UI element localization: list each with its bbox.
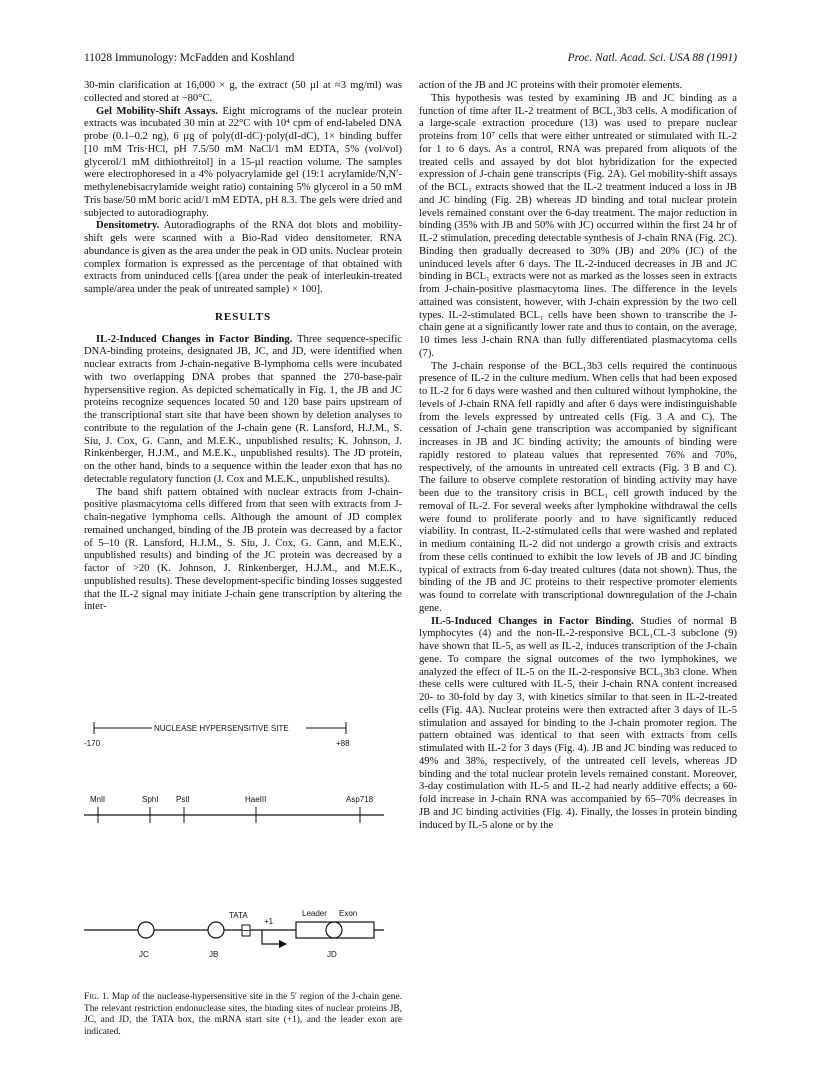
caption-text: Map of the nuclease-hypersensitive site in the 5′ region of the J-chain gene. The relevant restriction endonuclease sites, the binding sites of nuclear proteins JB, JC, and JD, the TATA box, the mRNA start site (+1), and the leader exon are indicated. <box>84 992 402 1037</box>
jd-binding-site <box>326 922 342 938</box>
tata-label: TATA <box>229 911 248 920</box>
right-column <box>419 80 737 832</box>
protein-label-jb: JB <box>209 950 219 959</box>
site-psti: PstI <box>176 795 190 804</box>
text-gel-mobility: Eight micrograms of the nuclear protein extracts was incubated 30 min at 22°C with 10⁴ cpm of end-labeled DNA probe (0.1–0.2 ng), 6 µg of poly(dI-dC)·poly(dI-dC), 1× binding buffer [10 mM Tris·HCl, pH 7.5/50 mM NaCl/1 mM EDTA, 5% (vol/vol) glycerol/1 mM dithiothreitol] in a 15-µl reaction volume. The samples were electrophoresed in a 4% polyacrylamide gel (19:1 acrylamide/N,N′-methylenebisacrylamide weight ratio) containing 5% glycerol in a 50 mM Tris base/50 mM boric acid/1 mM EDTA, pH 8.3. The gels were dried and subjected to autoradiography. <box>84 105 403 219</box>
nuclease-map-diagram <box>84 702 402 987</box>
hs-left-coordinate: -170 <box>84 739 101 748</box>
hs-right-coordinate: +88 <box>336 739 350 748</box>
paragraph-densitometry <box>84 220 402 297</box>
leader-label: Leader <box>302 909 327 918</box>
exon-label: Exon <box>339 909 358 918</box>
paragraph-band-shift: The band shift pattern obtained with nuclear extracts from J-chain-positive plasmacytoma cells differed from that seen with extracts from J-chain-negative lymphoma cells. Although the amount of JD complex remained unchanged, binding of the JB protein was decreased by a factor of 5–10 (R. Lansford, H.J.M., S. Siu, J. Cox, G. Cann, and M.E.K., unpublished results) and binding of the JC protein was decreased by a factor of >20 (K. Johnson, J. Rinkenberger, H.J.M., and M.E.K., unpublished results). These development-specific binding losses suggested that the IL-2 signal may initiate J-chain gene transcription by altering the inter- <box>84 486 402 613</box>
paragraph-gel-mobility <box>84 106 402 221</box>
figure-caption <box>84 992 402 1038</box>
figure-1 <box>84 702 402 1042</box>
heading-densitometry: Densitometry. <box>96 220 160 232</box>
paragraph-hypothesis: This hypothesis was tested by examining JB and JC binding as a function of time after IL-2 treatment of BCL₁3b3 cells. A modification of a large-scale extraction procedure (13) was used to prepare nuclear proteins from 10⁷ cells that were either untreated or stimulated with IL-2 for 1 to 6 days. As a control, RNA was prepared from aliquots of the treated cells and assayed by dot blot hybridization for the expected expression of J-chain gene transcripts (Fig. 2A). Gel mobility-shift assays of the BCL₁ extracts showed that the IL-2 treatment induced a loss in JB and JC binding (Fig. 2B) whereas JD binding and total nuclear protein levels remained constant over the 6-day treatment. The major reduction in binding (35% with JB and 50% with JC) occurred within the first 24 hr of IL-2 stimulation, preceding detectable synthesis of J-chain RNA (Fig. 2C). Binding then gradually decreased to 30% (JB) and 20% (JC) of the uninduced levels after 6 days. The IL-2-induced decreases in JB and JC binding in BCL₁ extracts were not as marked as the losses seen in extracts from J-chain-positive plasmacytoma lines. The difference in the levels attained was consistent, however, with J-chain expression by the two cell types. IL-2-stimulated BCL₁ cells have been shown to transcribe the J-chain gene at a significantly lower rate and thus to contain, on the average, 10 times less J-chain RNA than fully differentiated plasmacytoma cells (7). <box>419 92 737 359</box>
start-site-label: +1 <box>264 917 274 926</box>
caption-label: Fig. 1. <box>84 992 109 1002</box>
section-title-results: RESULTS <box>214 310 272 323</box>
text-il5-binding: Studies of normal B lymphocytes (4) and the non-IL-2-responsive BCL₁CL-3 subclone (9) have shown that IL-5, as well as IL-2, induces transcription of the J-chain gene. To compare the signal outcomes of the two lymphokines, we analyzed the effect of IL-5 on the IL-2-responsive BCL₁3b3 clone. When these cells were cultured with IL-5, their J-chain RNA content increased 20- to 30-fold by day 3, with kinetics similar to that seen in IL-2-treated cells (Fig. 4A). Nuclear proteins were then extracted after 3 days of IL-5 stimulation and assayed for binding to the J-chain promoter region. The pattern obtained was identical to that seen with extracts from cells stimulated with IL-2 for 3 days (Fig. 4). JB and JC binding was reduced to 49% and 38%, respectively, of the untreated cell levels, whereas JD binding and the total nuclear protein levels remained constant. Moreover, 3-day costimulation with IL-5 and IL-2 had nearly additive effects; a 60-fold increase in J-chain RNA was accompanied by 65–70% decreases in JB and JC binding activities (Fig. 4). Finally, the losses in protein binding induced by IL-5 alone or by the <box>419 615 737 831</box>
header-left: 11028 Immunology: McFadden and Koshland <box>84 52 295 64</box>
arrow-head-icon <box>279 940 287 948</box>
heading-gel-mobility: Gel Mobility-Shift Assays. <box>96 105 218 117</box>
jb-binding-site <box>208 922 224 938</box>
hs-label: NUCLEASE HYPERSENSITIVE SITE <box>154 724 289 733</box>
running-header <box>84 52 737 68</box>
paragraph-il5-binding <box>419 616 737 833</box>
heading-il5-binding: IL-5-Induced Changes in Factor Binding. <box>431 615 634 627</box>
paragraph-extract: 30-min clarification at 16,000 × g, the extract (50 µl at ≈3 mg/ml) was collected and stored at −80°C. <box>84 80 402 104</box>
jc-binding-site <box>138 922 154 938</box>
paragraph-il2-binding <box>84 334 402 487</box>
text-densitometry: Autoradiographs of the RNA dot blots and mobility-shift gels were scanned with a Bio-Rad video densitometer. RNA abundance is given as the area under the peak in OD units. Nuclear protein complex formation is expressed as the percentage of that obtained with extracts from uninduced cells [(area under the peak of interleukin-treated sample/area under the peak of untreated sample) × 100]. <box>84 220 402 295</box>
paragraph-continuation: action of the JB and JC proteins with their promoter elements. <box>419 80 683 91</box>
left-column <box>84 80 402 614</box>
site-haeiii: HaeIII <box>245 795 267 804</box>
site-mnli: MnlI <box>90 795 106 804</box>
text-il2-binding: Three sequence-specific DNA-binding proteins, designated JB, JC, and JD, were identified when nuclear extracts from J-chain-negative B-lymphoma cells were incubated with two overlapping DNA probes that spanned the 270-base-pair hypersensitive region. As depicted schematically in Fig. 1, the JB and JC proteins recognize sequences located 50 and 120 base pairs upstream of the transcriptional start site that have been shown by deletion analyses to contribute to the regulation of the J-chain gene (R. Lansford, H.J.M., S. Siu, J. Cox, G. Cann, and M.E.K., unpublished results; K. Johnson, J. Rinkenberger, H.J.M., and M.E.K., unpublished results). The JD protein, on the other hand, binds to a sequence within the leader exon that has no detectable regulatory function (J. Cox and M.E.K., unpublished results). <box>84 333 402 485</box>
heading-il2-binding: IL-2-Induced Changes in Factor Binding. <box>96 333 293 345</box>
site-sphi: SphI <box>142 795 159 804</box>
protein-label-jc: JC <box>139 950 149 959</box>
protein-label-jd: JD <box>327 950 337 959</box>
paragraph-j-chain-response: The J-chain response of the BCL₁3b3 cells required the continuous presence of IL-2 in the culture medium. When cells that had been exposed to IL-2 for 6 days were washed and then cultured without lymphokine, the levels of J-chain RNA fell rapidly and after 6 days were indistinguishable from the levels expressed by untreated cells (Fig. 3 A and C). The cessation of J-chain gene transcription was accompanied by significant increases in JB and JC binding activity; the amounts of binding were rapidly restored to plateau values that represented 76% and 70%, respectively, of the amounts in untreated cell extracts (Fig. 3 B and C). The failure to observe complete restoration of binding activity may have been due to the transitory crisis in BCL₁ cell growth induced by the removal of IL-2. For several weeks after lymphokine withdrawal the cells were found to proliferate poorly and to have significantly reduced viability. In contrast, IL-2-stimulated cells that were washed and replated in medium containing IL-2 did not undergo a growth crisis and extracts from these cells continued to exhibit the low levels of JB and JC binding typical of extracts from 6-day treated cultures (data not shown). Thus, the binding of the JB and JC proteins to their respective promoter elements was found to correlate with transcriptional downregulation of the J-chain gene. <box>419 360 737 614</box>
site-asp718: Asp718 <box>346 795 374 804</box>
header-right: Proc. Natl. Acad. Sci. USA 88 (1991) <box>567 52 737 64</box>
